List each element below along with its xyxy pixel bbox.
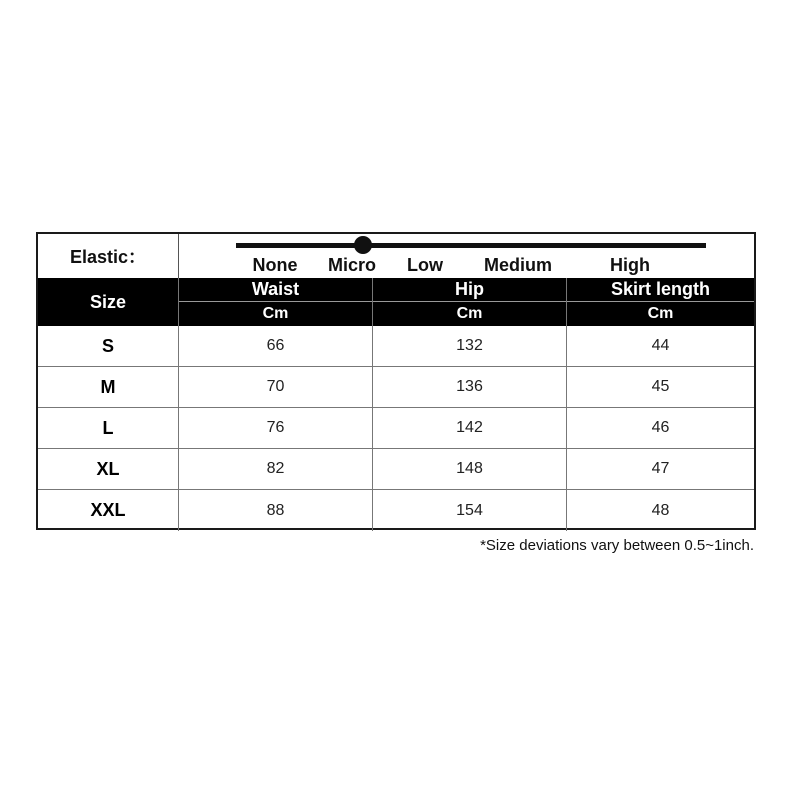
measurement-cell: 45 bbox=[651, 378, 670, 395]
column-unit: Cm bbox=[262, 305, 289, 322]
size-cell: M bbox=[38, 367, 179, 407]
measurement-cell: 48 bbox=[651, 501, 670, 519]
size-cell: S bbox=[38, 326, 179, 366]
table-header bbox=[38, 278, 754, 326]
elastic-scale-knob bbox=[354, 236, 372, 254]
size-chart bbox=[36, 232, 756, 530]
measurement-cell: 88 bbox=[179, 490, 373, 531]
elastic-level-high: High bbox=[610, 255, 650, 275]
table-row bbox=[38, 408, 754, 449]
table-row bbox=[38, 326, 754, 367]
measurement-cell: 154 bbox=[373, 490, 567, 531]
size-cell: L bbox=[38, 408, 179, 448]
measurement-cell: 132 bbox=[373, 326, 567, 366]
measurement-cell: 47 bbox=[651, 460, 670, 477]
size-cell: XL bbox=[38, 449, 179, 489]
column-header-hip bbox=[373, 278, 567, 326]
size-deviation-note: *Size deviations vary between 0.5~1inch. bbox=[480, 537, 754, 554]
table-row bbox=[38, 367, 754, 408]
column-name: Waist bbox=[179, 278, 372, 302]
elastic-level-low: Low bbox=[407, 255, 443, 275]
elastic-label: Elastic： bbox=[38, 234, 179, 278]
column-name: Skirt length bbox=[567, 278, 754, 302]
elastic-level-medium: Medium bbox=[483, 255, 553, 275]
measurement-cell: 142 bbox=[373, 408, 567, 448]
measurement-cell: 44 bbox=[651, 337, 670, 354]
measurement-cell: 136 bbox=[373, 367, 567, 407]
column-header-skirt-length bbox=[567, 278, 754, 326]
column-header-waist bbox=[179, 278, 373, 326]
table-row bbox=[38, 490, 754, 531]
measurement-cell: 66 bbox=[179, 326, 373, 366]
column-unit: Cm bbox=[647, 305, 674, 322]
measurement-cell: 148 bbox=[373, 449, 567, 489]
measurement-cell: 46 bbox=[651, 419, 670, 436]
size-header: Size bbox=[38, 278, 179, 326]
elastic-level-micro: Micro bbox=[327, 255, 377, 275]
table-body bbox=[38, 326, 754, 531]
measurement-cell: 70 bbox=[179, 367, 373, 407]
elastic-scale-track bbox=[236, 243, 706, 248]
table-row bbox=[38, 449, 754, 490]
measurement-cell: 76 bbox=[179, 408, 373, 448]
column-name: Hip bbox=[373, 278, 566, 302]
elastic-row bbox=[38, 234, 754, 279]
measurement-cell: 82 bbox=[179, 449, 373, 489]
elastic-level-none: None bbox=[252, 255, 298, 275]
column-unit: Cm bbox=[456, 305, 483, 322]
size-cell: XXL bbox=[38, 490, 179, 531]
